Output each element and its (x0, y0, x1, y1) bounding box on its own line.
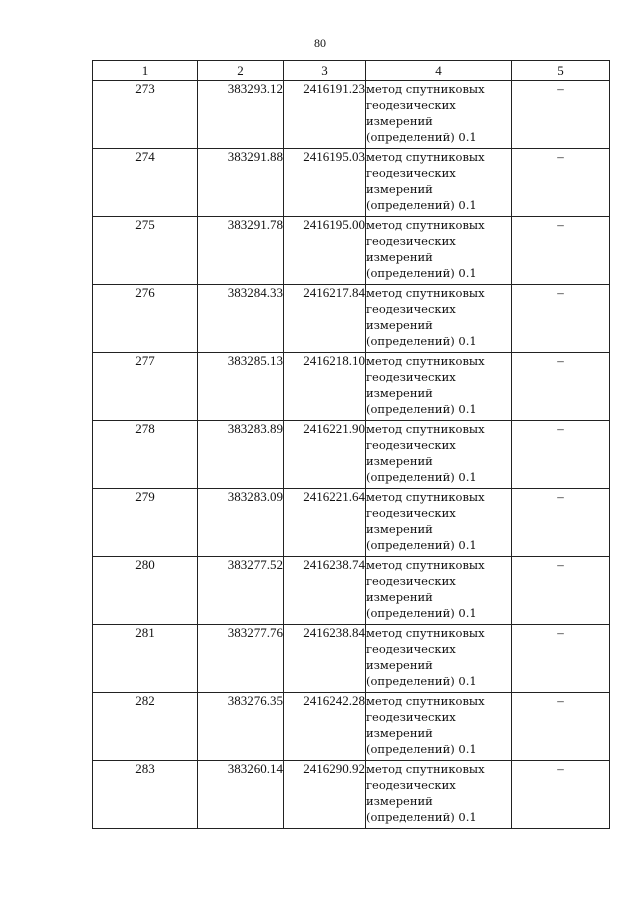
note-dash: – (512, 489, 610, 557)
table-row (93, 353, 610, 421)
point-number: 277 (93, 353, 198, 421)
table-row (93, 557, 610, 625)
point-number: 275 (93, 217, 198, 285)
note-dash: – (512, 557, 610, 625)
table-row (93, 149, 610, 217)
coordinate-x: 383293.12 (198, 81, 284, 149)
method-description: метод спутниковых геодезических измерений (определений) 0.1 (366, 421, 512, 489)
note-dash: – (512, 761, 610, 829)
table-row (93, 625, 610, 693)
point-number: 282 (93, 693, 198, 761)
coordinate-y: 2416195.00 (284, 217, 366, 285)
method-description: метод спутниковых геодезических измерений (определений) 0.1 (366, 489, 512, 557)
coordinate-x: 383285.13 (198, 353, 284, 421)
coordinates-table (92, 60, 610, 829)
coordinate-y: 2416238.84 (284, 625, 366, 693)
table-row (93, 693, 610, 761)
coordinate-y: 2416221.90 (284, 421, 366, 489)
column-header-4: 4 (366, 61, 512, 81)
coordinate-x: 383284.33 (198, 285, 284, 353)
method-description: метод спутниковых геодезических измерений (определений) 0.1 (366, 693, 512, 761)
point-number: 281 (93, 625, 198, 693)
note-dash: – (512, 217, 610, 285)
table-row (93, 81, 610, 149)
coordinate-x: 383277.52 (198, 557, 284, 625)
table-row (93, 217, 610, 285)
table-row (93, 285, 610, 353)
method-description: метод спутниковых геодезических измерений (определений) 0.1 (366, 353, 512, 421)
note-dash: – (512, 625, 610, 693)
coordinate-x: 383283.09 (198, 489, 284, 557)
method-description: метод спутниковых геодезических измерений (определений) 0.1 (366, 217, 512, 285)
coordinate-y: 2416238.74 (284, 557, 366, 625)
coordinate-y: 2416221.64 (284, 489, 366, 557)
point-number: 278 (93, 421, 198, 489)
point-number: 274 (93, 149, 198, 217)
table-row (93, 421, 610, 489)
column-header-5: 5 (512, 61, 610, 81)
header-row (93, 61, 610, 81)
note-dash: – (512, 693, 610, 761)
column-header-2: 2 (198, 61, 284, 81)
coordinate-x: 383276.35 (198, 693, 284, 761)
coordinate-y: 2416242.28 (284, 693, 366, 761)
note-dash: – (512, 285, 610, 353)
coordinate-x: 383260.14 (198, 761, 284, 829)
method-description: метод спутниковых геодезических измерений (определений) 0.1 (366, 149, 512, 217)
coordinate-x: 383291.78 (198, 217, 284, 285)
method-description: метод спутниковых геодезических измерений (определений) 0.1 (366, 761, 512, 829)
coordinate-y: 2416191.23 (284, 81, 366, 149)
coordinate-x: 383283.89 (198, 421, 284, 489)
point-number: 273 (93, 81, 198, 149)
note-dash: – (512, 149, 610, 217)
coordinate-y: 2416290.92 (284, 761, 366, 829)
table-row (93, 761, 610, 829)
point-number: 280 (93, 557, 198, 625)
coordinate-y: 2416217.84 (284, 285, 366, 353)
coordinate-y: 2416195.03 (284, 149, 366, 217)
note-dash: – (512, 421, 610, 489)
point-number: 279 (93, 489, 198, 557)
coordinate-x: 383277.76 (198, 625, 284, 693)
column-header-3: 3 (284, 61, 366, 81)
coordinate-x: 383291.88 (198, 149, 284, 217)
method-description: метод спутниковых геодезических измерений (определений) 0.1 (366, 625, 512, 693)
method-description: метод спутниковых геодезических измерений (определений) 0.1 (366, 81, 512, 149)
note-dash: – (512, 353, 610, 421)
point-number: 283 (93, 761, 198, 829)
table-row (93, 489, 610, 557)
coordinate-y: 2416218.10 (284, 353, 366, 421)
note-dash: – (512, 81, 610, 149)
column-header-1: 1 (93, 61, 198, 81)
point-number: 276 (93, 285, 198, 353)
method-description: метод спутниковых геодезических измерений (определений) 0.1 (366, 285, 512, 353)
method-description: метод спутниковых геодезических измерений (определений) 0.1 (366, 557, 512, 625)
page-number: 80 (314, 36, 326, 50)
